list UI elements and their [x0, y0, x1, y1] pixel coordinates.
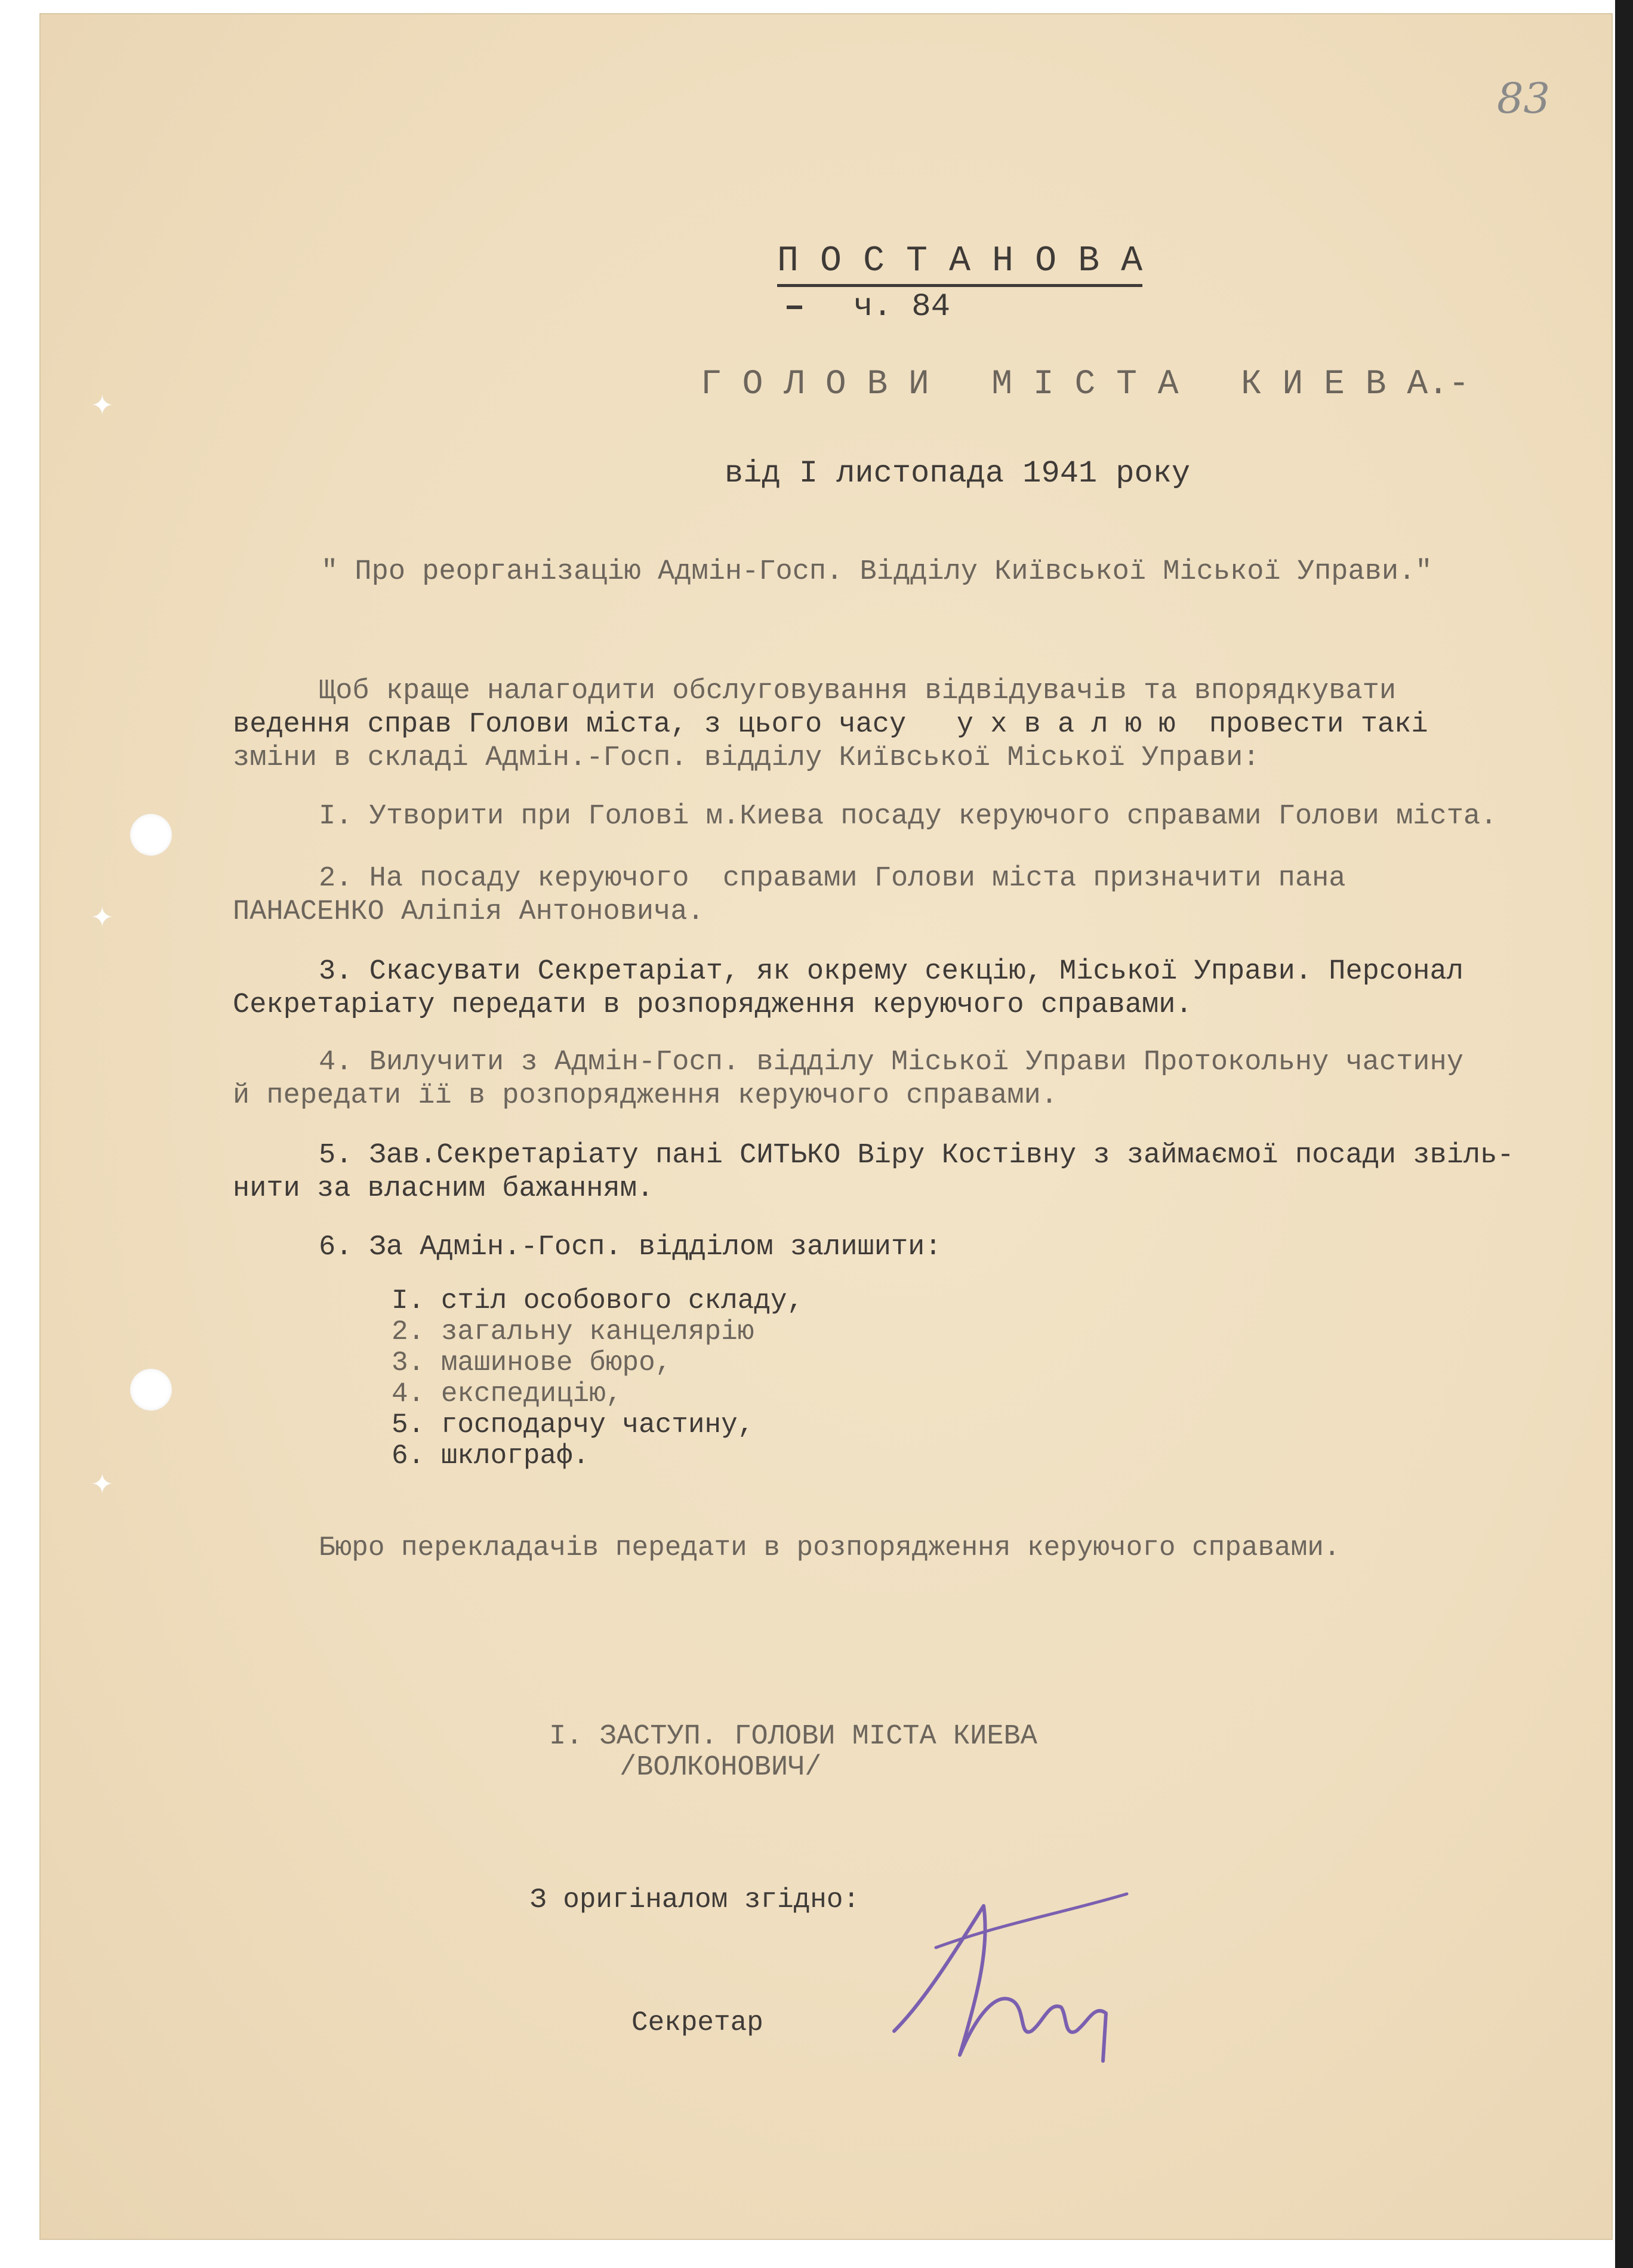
scanner-edge	[1615, 0, 1633, 2268]
sublist-item: 4. експедицію,	[392, 1378, 623, 1409]
resolution-item: 5. Зав.Секретаріату пані СИТЬКО Віру Костівну з займаємої посади звіль-	[319, 1140, 1514, 1171]
sublist-item: 3. машинове бюро,	[392, 1347, 672, 1378]
secretary-signature	[870, 1882, 1181, 2079]
resolution-item-continued: ПАНАСЕНКО Аліпія Антоновича.	[233, 896, 704, 928]
preamble-line: ведення справ Голови міста, з цього часу у х в а л ю ю провести такі	[233, 709, 1428, 740]
resolution-item-continued: нити за власним бажанням.	[233, 1173, 654, 1205]
preamble-line: Щоб краще налагодити обслуговування відвідувачів та впорядкувати	[319, 675, 1397, 707]
signatory-name: /ВОЛКОНОВИЧ/	[620, 1752, 822, 1783]
document-title: П О С Т А Н О В А	[777, 241, 1142, 287]
binding-mark-icon: ✦	[91, 389, 114, 421]
document-date: від I листопада 1941 року	[725, 456, 1191, 491]
archive-page-number: 83	[1497, 74, 1551, 123]
dash-mark	[787, 306, 802, 309]
resolution-item: I. Утворити при Голові м.Киева посаду керуючого справами Голови міста.	[319, 801, 1498, 832]
binding-mark-icon: ✦	[91, 1468, 114, 1500]
punch-hole-top	[130, 814, 172, 856]
resolution-item-continued: Секретаріату передати в розпорядження керуючого справами.	[233, 989, 1193, 1021]
document-page	[39, 13, 1613, 2240]
secretary-label: Секретар	[631, 2007, 763, 2038]
sublist-item: 2. загальну канцелярію	[392, 1316, 754, 1347]
resolution-item: 6. За Адмін.-Госп. відділом залишити:	[319, 1232, 942, 1263]
sublist-item: I. стіл особового складу,	[392, 1285, 804, 1316]
closing-paragraph: Бюро перекладачів передати в розпорядження керуючого справами.	[319, 1532, 1341, 1563]
punch-hole-bottom	[130, 1369, 172, 1411]
document-subject: " Про реорганізацію Адмін-Госп. Відділу Київської Міської Управи."	[321, 556, 1432, 588]
resolution-item: 4. Вилучити з Адмін-Госп. відділу Міської Управи Протокольну частину	[319, 1047, 1463, 1078]
document-number: ч. 84	[854, 289, 951, 325]
resolution-item: 2. На посаду керуючого справами Голови міста призначити пана	[319, 863, 1346, 894]
sublist-item: 6. шклограф.	[392, 1440, 590, 1471]
signatory-title: I. ЗАСТУП. ГОЛОВИ МІСТА КИЕВА	[549, 1721, 1037, 1752]
preamble-line: зміни в складі Адмін.-Госп. відділу Київської Міської Управи:	[233, 742, 1260, 774]
issuer-heading: Г О Л О В И М І С Т А К И Е В А.-	[701, 365, 1469, 404]
resolution-item: 3. Скасувати Секретаріат, як окрему секцію, Міської Управи. Персонал	[319, 956, 1463, 988]
certification-note: З оригіналом згідно:	[530, 1884, 860, 1915]
resolution-item-continued: й передати її в розпорядження керуючого справами.	[233, 1080, 1058, 1112]
binding-mark-icon: ✦	[91, 901, 114, 933]
sublist-item: 5. господарчу частину,	[392, 1409, 754, 1440]
